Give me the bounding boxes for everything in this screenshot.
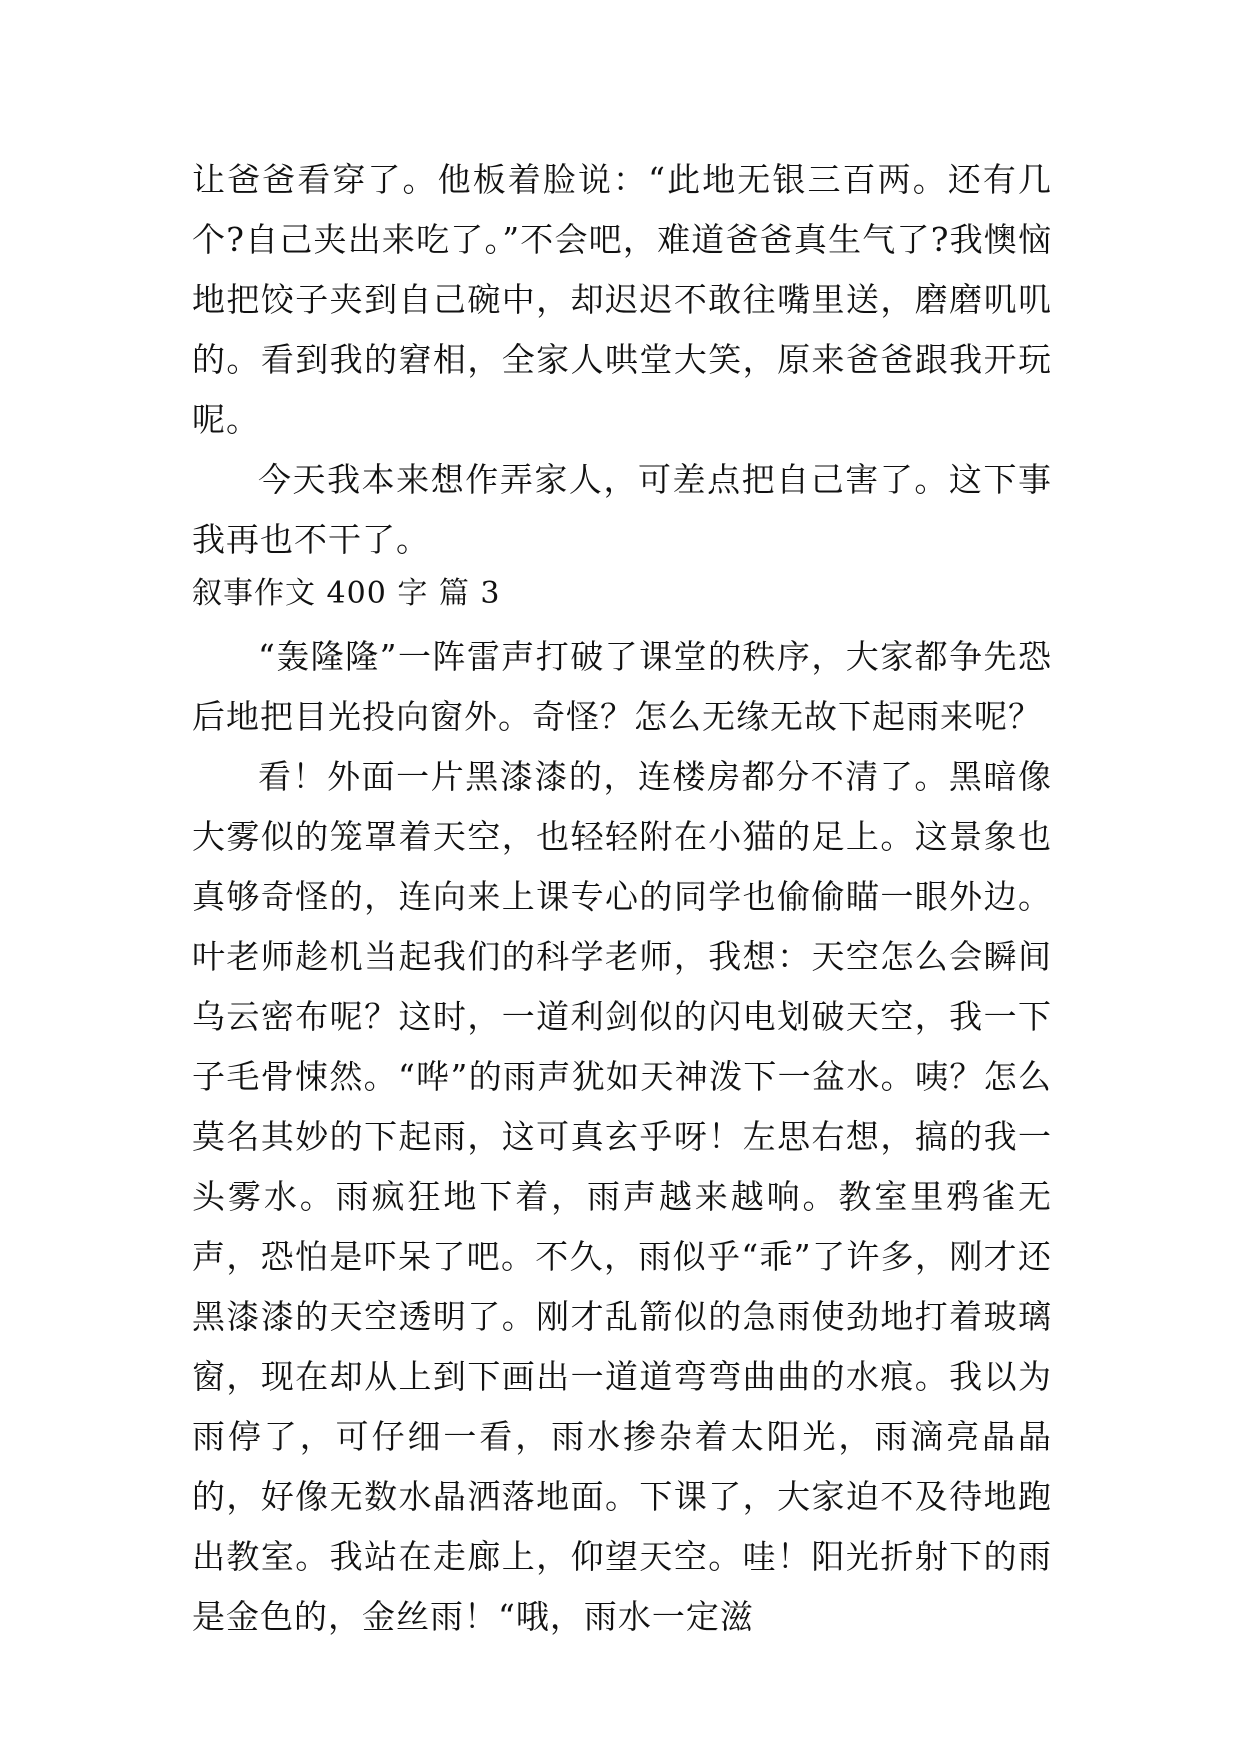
paragraph: “轰隆隆”一阵雷声打破了课堂的秩序，大家都争先恐后地把目光投向窗外。奇怪？怎么无缘无故下起雨来呢？ xyxy=(192,637,1052,736)
paragraph: 看！外面一片黑漆漆的，连楼房都分不清了。黑暗像大雾似的笼罩着天空，也轻轻附在小猫的足上。这景象也真够奇怪的，连向来上课专心的同学也偷偷瞄一眼外边。叶老师趁机当起我们的科学老师，我想：天空怎么会瞬间乌云密布呢？这时，一道利剑似的闪电划破天空，我一下子毛骨悚然。“哗”的雨声犹如天神泼下一盆水。咦？怎么莫名其妙的下起雨，这可真玄乎呀！左思右想，搞的我一头雾水。雨疯狂地下着，雨声越来越响。教室里鸦雀无声，恐怕是吓呆了吧。不久，雨似乎“乖”了许多，刚才还黑漆漆的天空透明了。刚才乱箭似的急雨使劲地打着玻璃窗，现在却从上到下画出一道道弯弯曲曲的水痕。我以为雨停了，可仔细一看，雨水掺杂着太阳光，雨滴亮晶晶的，好像无数水晶洒落地面。下课了，大家迫不及待地跑出教室。我站在走廊上，仰望天空。哇！阳光折射下的雨是金色的，金丝雨！“哦，雨水一定滋 xyxy=(192,757,1052,1636)
previous-essay-continuation xyxy=(192,150,1052,570)
paragraph: 今天我本来想作弄家人，可差点把自己害了。这下事我再也不干了。 xyxy=(192,460,1052,559)
paragraph: 让爸爸看穿了。他板着脸说：“此地无银三百两。还有几个?自己夹出来吃了。”不会吧，难道爸爸真生气了?我懊恼地把饺子夹到自己碗中，却迟迟不敢往嘴里送，磨磨叽叽的。看到我的窘相，全家人哄堂大笑，原来爸爸跟我开玩呢。 xyxy=(192,160,1052,439)
section-heading: 叙事作文 400 字 篇 3 xyxy=(192,576,501,611)
section-heading-block xyxy=(192,564,1052,624)
essay-body xyxy=(192,627,1052,1647)
